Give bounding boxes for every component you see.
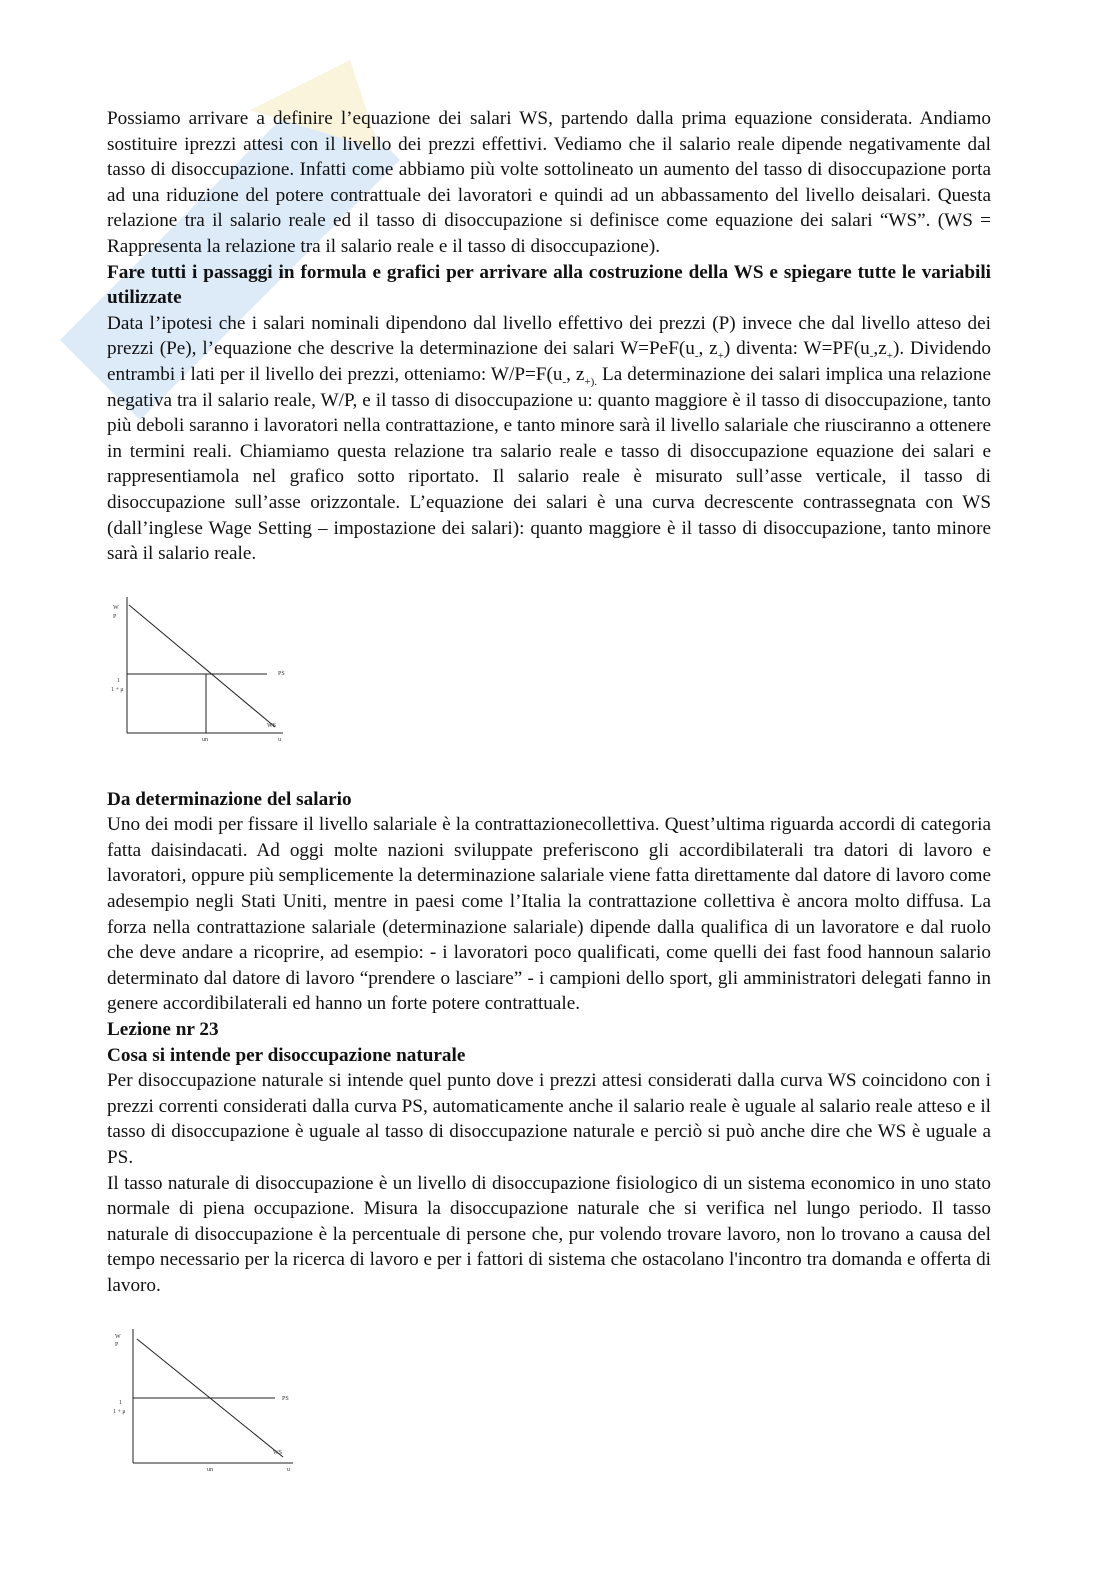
u-axis-label: u <box>287 1466 290 1473</box>
ps-label: PS <box>282 1395 289 1402</box>
question-heading-disoccupazione: Cosa si intende per disoccupazione naturale <box>107 1044 466 1066</box>
paragraph-disoccupazione-naturale: Per disoccupazione naturale si intende quel punto dove i prezzi attesi considerati dalla curva WS coincidono con i prezzi correnti considerati dalla curva PS, automaticamente anche il salario reale è uguale al salario reale atteso e il tasso di disoccupazione è uguale al tasso di disoccupazione naturale e perciò si può anche dire che WS è uguale a PS. <box>107 1070 991 1168</box>
subscript-minus: - <box>562 375 567 388</box>
paragraph-tasso-naturale: Il tasso naturale di disoccupazione è un livello di disoccupazione fisiologico di un sistema economico in uno stato normale di piena occupazione. Misura la disoccupazione naturale che si verifica nel lungo periodo. Il tasso naturale di disoccupazione è la percentuale di persone che, pur volendo trovare lavoro, non lo trovano a causa del tempo necessario per la ricerca di lavoro e per i fattori di sistema che ostacolano l'incontro tra domanda e offerta di lavoro. <box>107 1172 991 1296</box>
subscript-minus: - <box>869 350 874 363</box>
u-axis-label: u <box>278 736 281 743</box>
ws-curve <box>129 605 275 727</box>
document-page <box>107 106 991 1483</box>
paragraph-ws-derivation <box>107 311 991 567</box>
subscript-plus: + <box>886 350 893 363</box>
lesson-heading: Lezione nr 23 <box>107 1019 219 1041</box>
un-label: un <box>207 1466 213 1473</box>
subscript-plus-end: +). <box>584 375 598 388</box>
subscript-minus: - <box>694 350 699 363</box>
y-label-top: W <box>113 604 119 611</box>
ws-label: WS <box>267 722 276 729</box>
ws-figure <box>107 587 297 769</box>
level-label-top: 1 <box>117 677 120 684</box>
level-label-top: 1 <box>119 1399 122 1406</box>
text-run: ,z <box>873 338 887 360</box>
paragraph-contrattazione: Uno dei modi per fissare il livello salariale è la contrattazionecollettiva. Quest’ultima riguarda accordi di categoria fatta daisindacati. Ad oggi molte nazioni sviluppate preferiscono gli accordibilaterali tra datori di lavoro e lavoratori, oppure più semplicemente la determinazione salariale viene fatta direttamente dal datore di lavoro come adesempio negli Stati Uniti, mentre in paesi come l’Italia la contrattazione collettiva è ancora molto diffusa. La forza nella contrattazione salariale (determinazione salariale) dipende dalla qualifica di un lavoratore e dal ruolo che deve andare a ricoprire, ad esempio: - i lavoratori poco qualificati, come quelli dei fast food hannoun salario determinato dal datore di lavoro “prendere o lasciare” - i campioni dello sport, gli amministratori delegati fanno in genere accordibilaterali ed hanno un forte potere contrattuale. <box>107 814 991 1015</box>
subscript-plus: + <box>717 350 724 363</box>
text-run: La determinazione dei salari implica una relazione negativa tra il salario reale, W/P, e il tasso di disoccupazione u: quanto maggiore è il tasso di disoccupazione, tanto più deboli saranno i lavoratori nella contrattazione, e tanto minore sarà il livello salariale che riusciranno a ottenere in termini reali. Chiamiamo questa relazione tra salario reale e tasso di disoccupazione equazione dei salari e rappresentiamola nel grafico sotto riportato. Il salario reale è misurato sull’asse verticale, il tasso di disoccupazione sull’asse orizzontale. L’equazione dei salari è una curva decrescente contrassegnata con WS (dall’inglese Wage Setting – impostazione dei salari): quanto maggiore è il tasso di disoccupazione, tanto minore sarà il salario reale. <box>107 363 991 565</box>
y-label-bottom: P <box>115 1341 119 1348</box>
section-heading-salario: Da determinazione del salario <box>107 788 352 810</box>
level-label-bottom: 1 + μ <box>113 1408 126 1415</box>
level-label-bottom: 1 + μ <box>111 686 124 693</box>
text-run: , z <box>698 338 718 360</box>
ws-label: WS <box>273 1449 282 1456</box>
paragraph-ws-intro: Possiamo arrivare a definire l’equazione dei salari WS, partendo dalla prima equazione considerata. Andiamo sostituire iprezzi attesi con il livello dei prezzi effettivi. Vediamo che il salario reale dipende negativamente dal tasso di disoccupazione. Infatti come abbiamo più volte sottolineato un aumento del tasso di disoccupazione porta ad una riduzione del potere contrattuale dei lavoratori e quindi ad un abbassamento del livello deisalari. Questa relazione tra il salario reale ed il tasso di disoccupazione si definisce come equazione dei salari “WS”. (WS = Rappresenta la relazione tra il salario reale e il tasso di disoccupazione). <box>107 108 991 257</box>
text-run: , z <box>566 363 585 385</box>
text-run: Data l’ipotesi che i salari nominali dipendono dal livello effettivo dei prezzi (P) invece che dal livello atteso dei prezzi (Pe), l’equazione che descrive la determinazione dei salari W=PeF(u <box>107 312 991 360</box>
ps-label: PS <box>278 670 285 677</box>
ws-ps-figure <box>107 1323 307 1483</box>
un-label: un <box>202 736 208 743</box>
text-run: ). Dividendo entrambi i lati per il livello dei prezzi, otteniamo: W/P=F(u <box>107 338 991 385</box>
text-run: ) diventa: W=PF(u <box>723 338 870 360</box>
y-label-bottom: P <box>113 613 117 620</box>
question-heading-ws: Fare tutti i passaggi in formula e grafici per arrivare alla costruzione della WS e spiegare tutte le variabili utilizzate <box>107 261 991 309</box>
y-label-top: W <box>115 1333 121 1340</box>
